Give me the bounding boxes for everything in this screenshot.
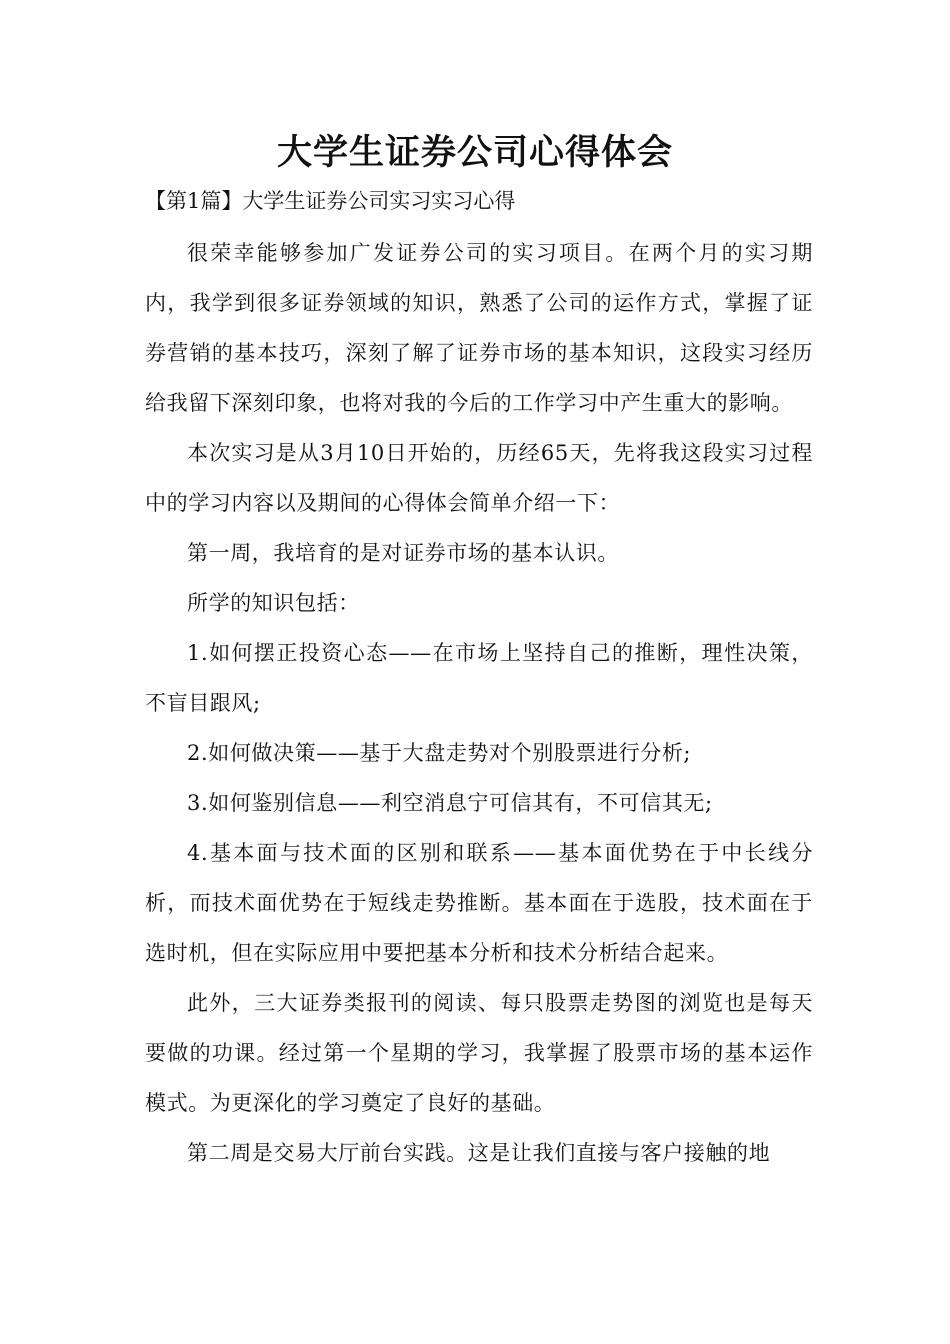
- paragraph-6: 第二周是交易大厅前台实践。这是让我们直接与客户接触的地: [187, 1141, 771, 1165]
- list-item-1: 1.如何摆正投资心态——在市场上坚持自己的推断，理性决策，不盲目跟风;: [145, 641, 813, 715]
- document-body: [145, 228, 813, 1178]
- section-heading: 【第1篇】大学生证券公司实习实习心得: [145, 189, 516, 213]
- list-item-4: 4.基本面与技术面的区别和联系——基本面优势在于中长线分析，而技术面优势在于短线走势推断。基本面在于选股，技术面在于选时机，但在实际应用中要把基本分析和技术分析结合起来。: [145, 841, 813, 965]
- list-item-3: 3.如何鉴别信息——利空消息宁可信其有，不可信其无;: [187, 791, 713, 815]
- paragraph-5: 此外，三大证券类报刊的阅读、每只股票走势图的浏览也是每天要做的功课。经过第一个星期的学习，我掌握了股票市场的基本运作模式。为更深化的学习奠定了良好的基础。: [145, 991, 813, 1115]
- paragraph-2: 本次实习是从3月10日开始的，历经65天，先将我这段实习过程中的学习内容以及期间的心得体会简单介绍一下：: [145, 441, 813, 515]
- list-item-2: 2.如何做决策——基于大盘走势对个别股票进行分析;: [187, 741, 692, 765]
- paragraph-3: 第一周，我培育的是对证券市场的基本认识。: [187, 541, 619, 565]
- paragraph-4: 所学的知识包括：: [187, 591, 360, 615]
- paragraph-1: 很荣幸能够参加广发证券公司的实习项目。在两个月的实习期内，我学到很多证券领域的知识，熟悉了公司的运作方式，掌握了证券营销的基本技巧，深刻了解了证券市场的基本知识，这段实习经历给我留下深刻印象，也将对我的今后的工作学习中产生重大的影响。: [145, 241, 813, 415]
- document-title: 大学生证券公司心得体会: [276, 133, 673, 173]
